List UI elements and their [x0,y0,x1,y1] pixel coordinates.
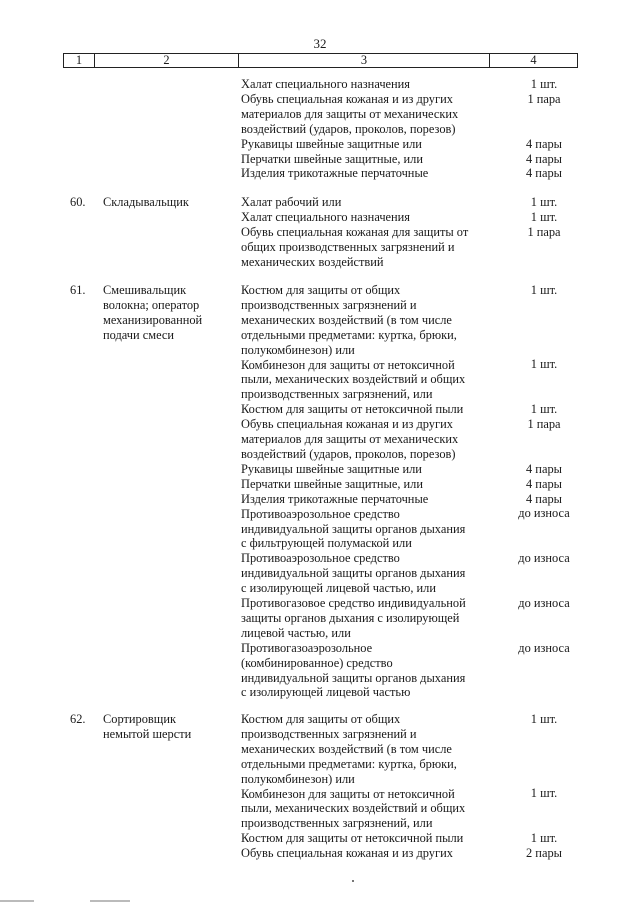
qty-line: 4 пары [526,491,562,506]
item-line: материалов для защиты от механических [241,432,459,447]
profession-line: волокна; оператор [103,298,200,312]
row-60-items [241,195,486,270]
item-line: Перчатки швейные защитные, или [241,476,423,491]
qty-line: 4 пары [526,151,562,166]
item-line: механических воздействий [241,254,384,269]
item-line: Противоаэрозольное средство [241,506,400,521]
header-col-1: 1 [63,53,95,68]
row-61-number: 61. [70,283,86,297]
qty-line: 4 пары [526,166,562,181]
header-col-3: 3 [238,53,490,68]
row-62-number: 62. [70,712,86,726]
item-line: полукомбинезон) или [241,342,355,357]
qty-line: 4 пары [526,476,562,491]
item-line: с фильтрующей полумаской или [241,536,412,551]
item-line: пыли, механических воздействий и общих [241,372,466,387]
row-61-items [241,283,486,700]
profession-line: Сортировщик [103,712,176,726]
row-61-qty [494,283,594,655]
continuation-qty [494,77,594,181]
item-line: воздействий (ударов, проколов, порезов) [241,446,456,461]
row-62-items [241,712,486,861]
item-line: механических воздействий (в том числе [241,741,452,756]
item-line: производственных загрязнений и [241,297,417,312]
profession-line: подачи смеси [103,328,175,342]
qty-line: 1 шт. [530,283,558,297]
qty-line: до износа [518,506,570,521]
item-line: Костюм для защиты от общих [241,283,401,297]
row-60-number: 60. [70,195,86,209]
qty-line: до износа [518,640,570,655]
item-line: Костюм для защиты от нетоксичной пыли [241,831,464,846]
item-line: Рукавицы швейные защитные или [241,136,422,151]
item-line: воздействий (ударов, проколов, порезов) [241,121,456,136]
item-line: Халат рабочий или [241,195,342,209]
item-line: индивидуальной защиты органов дыхания [241,670,466,685]
item-line: Противогазовое средство индивидуальной [241,596,466,611]
row-60-qty [494,195,594,240]
item-line: общих производственных загрязнений и [241,239,455,254]
row-61-profession [103,283,233,343]
qty-line: 1 пара [527,417,561,432]
item-line: Обувь специальная кожаная и из других [241,417,453,432]
item-line: полукомбинезон) или [241,771,355,786]
qty-line: 1 пара [527,91,561,106]
profession-line: немытой шерсти [103,727,192,741]
item-line: с изолирующей лицевой частью [241,685,411,700]
qty-line: 1 шт. [530,195,558,209]
item-line: Изделия трикотажные перчаточные [241,491,429,506]
row-62-qty [494,712,594,861]
item-line: Противогазоаэрозольное [241,640,373,655]
item-line: Халат специального назначения [241,77,411,91]
item-line: производственных загрязнений, или [241,816,433,831]
item-line: материалов для защиты от механических [241,106,459,121]
profession-line: Складывальщик [103,195,189,209]
profession-line: Смешивальщик [103,283,187,297]
item-line: производственных загрязнений, или [241,387,433,402]
page-number: 32 [313,36,327,51]
header-col-4: 4 [489,53,578,68]
qty-line: до износа [518,551,570,566]
qty-line: 1 шт. [530,786,558,801]
item-line: индивидуальной защиты органов дыхания [241,521,466,536]
item-line: защиты органов дыхания с изолирующей [241,610,460,625]
item-line: Перчатки швейные защитные, или [241,151,423,166]
qty-line: до износа [518,595,570,610]
item-line: механических воздействий (в том числе [241,312,452,327]
item-line: Обувь специальная кожаная и из других [241,846,453,861]
item-line: отдельными предметами: куртка, брюки, [241,327,457,342]
item-line: Противоаэрозольное средство [241,551,400,566]
item-line: Комбинезон для защиты от нетоксичной [241,786,455,801]
item-line: Комбинезон для защиты от нетоксичной [241,357,455,372]
row-62-profession [103,712,233,742]
footer-mark [90,900,130,902]
qty-line: 2 пары [526,846,562,861]
item-line: пыли, механических воздействий и общих [241,801,466,816]
qty-line: 4 пары [526,461,562,476]
footer-mark [0,900,34,902]
header-col-2: 2 [94,53,239,68]
item-line: отдельными предметами: куртка, брюки, [241,756,457,771]
qty-line: 1 шт. [530,77,558,91]
qty-line: 1 шт. [530,357,558,372]
item-line: (комбинированное) средство [241,655,393,670]
row-60-profession [103,195,233,210]
item-line: Костюм для защиты от общих [241,712,401,726]
qty-line: 1 пара [527,224,561,239]
item-line: Рукавицы швейные защитные или [241,461,422,476]
item-line: Халат специального назначения [241,209,411,224]
item-line: Костюм для защиты от нетоксичной пыли [241,402,464,417]
qty-line: 1 шт. [530,712,558,726]
item-line: Обувь специальная кожаная для защиты от [241,224,469,239]
item-line: индивидуальной защиты органов дыхания [241,566,466,581]
item-line: производственных загрязнений и [241,726,417,741]
item-line: Обувь специальная кожаная и из других [241,91,453,106]
item-line: лицевой частью, или [241,625,351,640]
scan-speck [352,880,354,882]
item-line: Изделия трикотажные перчаточные [241,166,429,181]
continuation-items [241,77,486,181]
item-line: с изолирующей лицевой частью, или [241,581,436,596]
profession-line: механизированной [103,313,203,327]
qty-line: 1 шт. [530,402,558,417]
qty-line: 1 шт. [530,831,558,846]
qty-line: 1 шт. [530,209,558,224]
qty-line: 4 пары [526,136,562,151]
